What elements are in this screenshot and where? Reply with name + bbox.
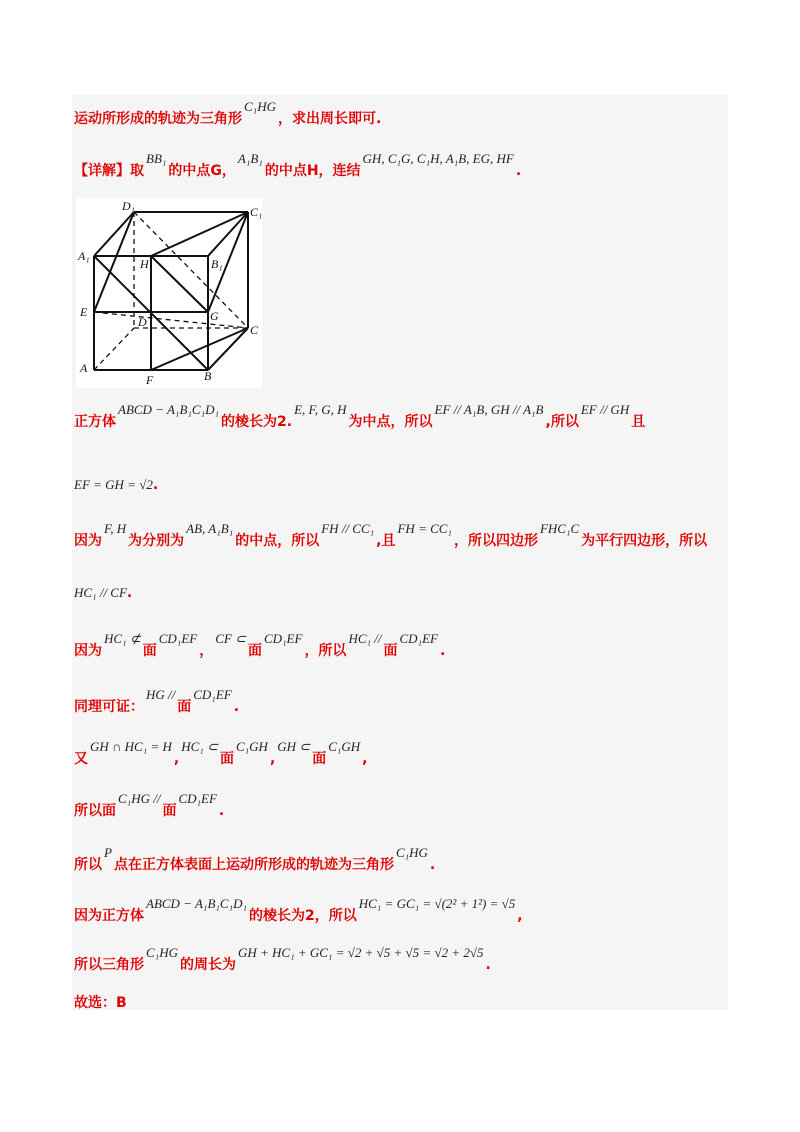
math-expression: ABCD − A₁B₁C₁D₁: [146, 896, 247, 911]
text-segment: 的棱长为2，所以: [249, 908, 357, 924]
text-line-5: [74, 582, 132, 601]
math-expression: C₁HG: [244, 99, 276, 114]
text-segment: ，所以: [304, 643, 347, 659]
text-segment: 所以: [74, 857, 102, 873]
math-expression: CD₁EF: [193, 687, 232, 702]
text-segment: 面: [383, 643, 398, 659]
text-line-6: [74, 631, 446, 660]
text-segment: 因为正方体: [74, 908, 144, 924]
math-expression: GH + HC₁ + GC₁ = √2 + √5 + √5 = √2 + 2√5: [237, 945, 484, 960]
math-expression: ABCD − A₁B₁C₁D₁: [118, 402, 219, 417]
label-B: B: [204, 369, 212, 383]
text-segment: ,: [517, 908, 523, 924]
math-expression: FH = CC₁: [397, 521, 452, 536]
math-expression: C₁GH: [235, 739, 268, 754]
text-segment: 的周长为: [179, 957, 236, 973]
text-segment: 所以三角形: [74, 957, 144, 973]
text-line-10: [74, 845, 436, 874]
label-C1: C₁: [250, 205, 262, 219]
math-expression: EF // A₁B, GH // A₁B: [434, 402, 544, 417]
text-line-9: [74, 791, 225, 820]
text-segment: ,: [362, 751, 368, 767]
text-segment: 面: [177, 699, 192, 715]
text-segment: 【详解】取: [74, 163, 144, 179]
edge-C1B1: [208, 212, 248, 256]
math-expression: CD₁EF: [263, 631, 303, 646]
math-expression: FHC₁C: [539, 521, 580, 536]
text-segment: 为中点，所以: [348, 414, 433, 430]
cube-figure: [76, 198, 262, 388]
text-segment: 点在正方体表面上运动所形成的轨迹为三角形: [113, 857, 394, 873]
text-segment: ，求出周长即可.: [277, 111, 382, 127]
edge-BC: [208, 328, 248, 370]
math-expression: EF // GH: [580, 402, 630, 417]
math-expression: C₁HG //: [118, 791, 161, 806]
math-expression: HC₁ //: [348, 631, 382, 646]
text-segment: .: [126, 585, 133, 601]
text-segment: 因为: [74, 533, 102, 549]
hidden-edge-AD: [94, 328, 134, 370]
label-F: F: [146, 373, 154, 387]
label-G: G: [210, 309, 219, 323]
math-expression: CD₁EF: [158, 631, 198, 646]
math-expression: GH, C₁G, C₁H, A₁B, EG, HF: [362, 151, 514, 166]
label-D1: D₁: [122, 199, 135, 213]
text-line-12: [74, 945, 491, 974]
math-expression: C₁GH: [328, 739, 361, 754]
text-segment: ,: [173, 751, 180, 767]
text-segment: 面: [162, 803, 177, 819]
text-line-7: [74, 687, 240, 716]
text-segment: ,所以: [545, 414, 579, 430]
text-segment: 且: [631, 414, 646, 430]
text-segment: 正方体: [74, 414, 116, 430]
text-line-3: [74, 474, 158, 493]
math-expression: C₁HG: [146, 945, 178, 960]
label-E: E: [80, 305, 88, 319]
math-expression: GH ∩ HC₁ = H: [90, 739, 172, 754]
text-line-1: [74, 151, 522, 180]
text-segment: 故选：B: [74, 995, 127, 1011]
segment-HG: [151, 256, 208, 312]
text-segment: 所以面: [74, 803, 116, 819]
text-segment: .: [515, 163, 522, 179]
math-expression: GH ⊂: [277, 739, 311, 754]
math-expression: CD₁EF: [178, 791, 217, 806]
text-segment: .: [429, 857, 436, 873]
text-line-4: [74, 521, 708, 550]
math-expression: AB, A₁B₁: [186, 521, 234, 536]
text-segment: 因为: [74, 643, 102, 659]
label-D: D: [138, 315, 147, 329]
math-expression: FH // CC₁: [321, 521, 375, 536]
text-segment: 面: [247, 643, 262, 659]
label-B1: B₁: [211, 257, 223, 271]
text-segment: 为平行四边形，所以: [581, 533, 708, 549]
math-expression: HC₁ // CF: [74, 585, 127, 600]
text-segment: 的中点H，连结: [264, 163, 361, 179]
text-segment: ，所以四边形: [453, 533, 538, 549]
label-C: C: [250, 323, 259, 337]
text-line-2: [74, 402, 646, 431]
hidden-segment-EC: [94, 312, 248, 328]
math-expression: BB₁: [146, 151, 167, 166]
edge-A1D1: [94, 212, 134, 256]
text-segment: .: [218, 803, 225, 819]
text-segment: 面: [142, 643, 157, 659]
math-expression: HC₁ ⊄: [104, 631, 141, 646]
math-expression: CF ⊂: [215, 631, 246, 646]
label-H: H: [140, 257, 149, 271]
math-expression: CD₁EF: [399, 631, 438, 646]
segment-FC: [151, 328, 248, 370]
text-line-11: [74, 896, 523, 925]
math-expression: HG //: [146, 687, 176, 702]
text-segment: 运动所形成的轨迹为三角形: [74, 111, 242, 127]
label-A1: A₁: [78, 249, 90, 263]
text-segment: 的中点G，: [168, 163, 236, 179]
text-line-13: [74, 992, 127, 1012]
text-segment: .: [152, 477, 159, 493]
text-segment: 为分别为: [128, 533, 185, 549]
math-expression: P: [104, 845, 112, 860]
text-segment: 面: [312, 751, 327, 767]
text-segment: .: [233, 699, 240, 715]
text-segment: 又: [74, 751, 88, 767]
text-line-0: [74, 99, 382, 128]
math-expression: HC₁ = GC₁ = √(2² + 1²) = √5: [358, 896, 516, 911]
math-expression: E, F, G, H: [294, 402, 347, 417]
cube-diagram: [76, 198, 262, 388]
math-expression: EF = GH = √2: [74, 477, 153, 492]
text-segment: ,: [269, 751, 276, 767]
text-segment: 面: [219, 751, 234, 767]
label-A: A: [80, 361, 88, 375]
text-segment: 的棱长为2.: [221, 414, 293, 430]
math-expression: A₁B₁: [237, 151, 263, 166]
text-segment: ，: [199, 643, 214, 659]
text-segment: 同理可证：: [74, 699, 144, 715]
text-segment: .: [485, 957, 491, 973]
math-expression: F, H: [104, 521, 127, 536]
text-segment: .: [439, 643, 446, 659]
math-expression: C₁HG: [395, 845, 428, 860]
text-segment: ,且: [376, 533, 396, 549]
text-segment: 的中点，所以: [235, 533, 320, 549]
math-expression: HC₁ ⊂: [181, 739, 218, 754]
